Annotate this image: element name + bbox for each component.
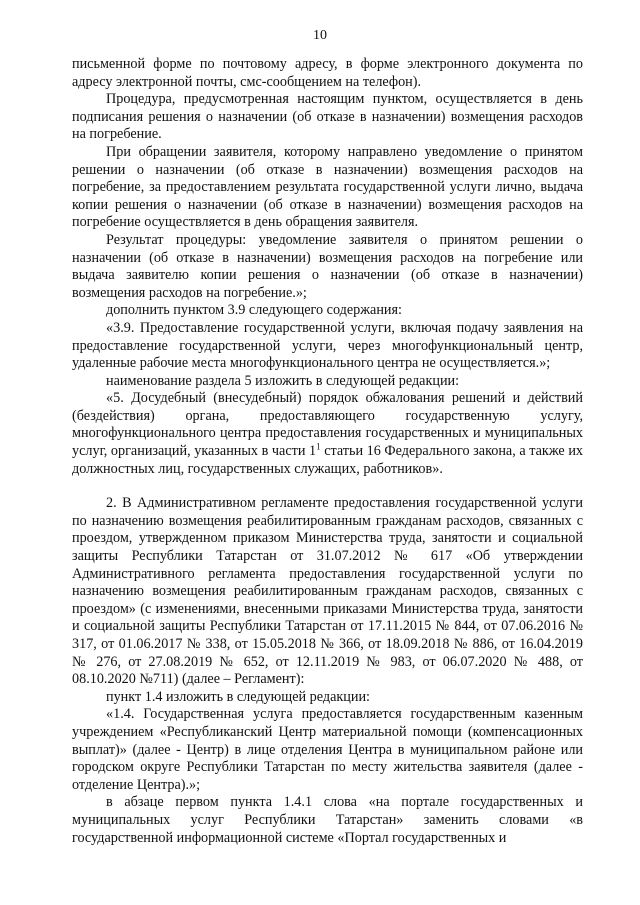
- paragraph-point-1-4-intro: пункт 1.4 изложить в следующей редакции:: [106, 688, 370, 705]
- paragraph-point-3-9: «3.9. Предоставление государственной услуги, включая подачу заявления на предоставление государственной услуги, через многофункциональный центр, удаленные рабочие места многофункционального центра не осуществляется.»;: [72, 319, 583, 372]
- paragraph-point-1-4: «1.4. Государственная услуга предоставляется государственным казенным учреждением «Республиканский Центр материальной помощи (компенсационных выплат)» (далее - Центр) в лице отделения Центра в муниципальном районе или городском округе Республики Татарстан по месту жительства заявителя (далее - отделение Центра).»;: [72, 706, 583, 793]
- paragraph-point-1-4-1: в абзаце первом пункта 1.4.1 слова «на портале государственных и муниципальных услуг Республики Татарстан» заменить словами «в государственной информационной системе «Портал государственных и: [72, 794, 583, 846]
- paragraph-continuation: письменной форме по почтовому адресу, в форме электронного документа по адресу электронной почты, смс-сообщением на телефон).: [72, 56, 583, 90]
- paragraph-section-5-name: наименование раздела 5 изложить в следующей редакции:: [106, 372, 460, 389]
- document-body: [72, 56, 583, 847]
- paragraph-applicant-request: При обращении заявителя, которому направлено уведомление о принятом решении о назначении (об отказе в назначении) возмещения расходов на погребение, за предоставлением результата государственной услуги лично, выдача копии решения о назначении (об отказе в назначении) возмещения расходов на погребение осуществляется в день обращения заявителя.: [72, 143, 583, 231]
- section-5-title-text: «5. Досудебный (внесудебный) порядок обжалования решений и действий (бездействия) органа, предоставляющего государственную услугу, многофункционального центра предоставления государственных и муниципальных услуг, организаций, указанных в части 1: [72, 390, 583, 460]
- paragraph-item-2-regulation: 2. В Административном регламенте предоставления государственной услуги по назначению возмещения реабилитированным гражданам расходов, связанных с проездом, утвержденном приказом Министерства труда, занятости и социальной защиты Республики Татарстан от 31.07.2012 № 617 «Об утверждении Административного регламента предоставления государственной услуги по назначению возмещения реабилитированным гражданам расходов, связанных с проездом» (с изменениями, внесенными приказами Министерства труда, занятости и социальной защиты Республики Татарстан от 17.11.2015 № 844, от 07.06.2016 № 317, от 01.06.2017 № 338, от 15.05.2018 № 366, от 18.09.2018 № 886, от 16.04.2019 № 276, от 27.08.2019 № 652, от 12.11.2019 № 983, от 06.07.2020 № 488, от 08.10.2020 №711) (далее – Регламент):: [72, 495, 583, 688]
- page-number: 10: [313, 28, 327, 43]
- paragraph-add-point-3-9: дополнить пунктом 3.9 следующего содержания:: [106, 302, 402, 319]
- paragraph-procedure-result: Результат процедуры: уведомление заявителя о принятом решении о назначении (об отказе в назначении) возмещения расходов на погребение или выдача заявителю копии решения о назначении (об отказе в назначении) возмещения расходов на погребение.»;: [72, 231, 583, 301]
- paragraph-section-5-title: [72, 390, 583, 478]
- superscript-1: 1: [316, 441, 321, 452]
- section-5-title-tail: статьи 16 Федерального закона, а также их должностных лиц, государственных служащих, работников».: [72, 443, 584, 477]
- paragraph-procedure-day: Процедура, предусмотренная настоящим пунктом, осуществляется в день подписания решения о назначении (об отказе в назначении) возмещения расходов на погребение.: [72, 91, 583, 143]
